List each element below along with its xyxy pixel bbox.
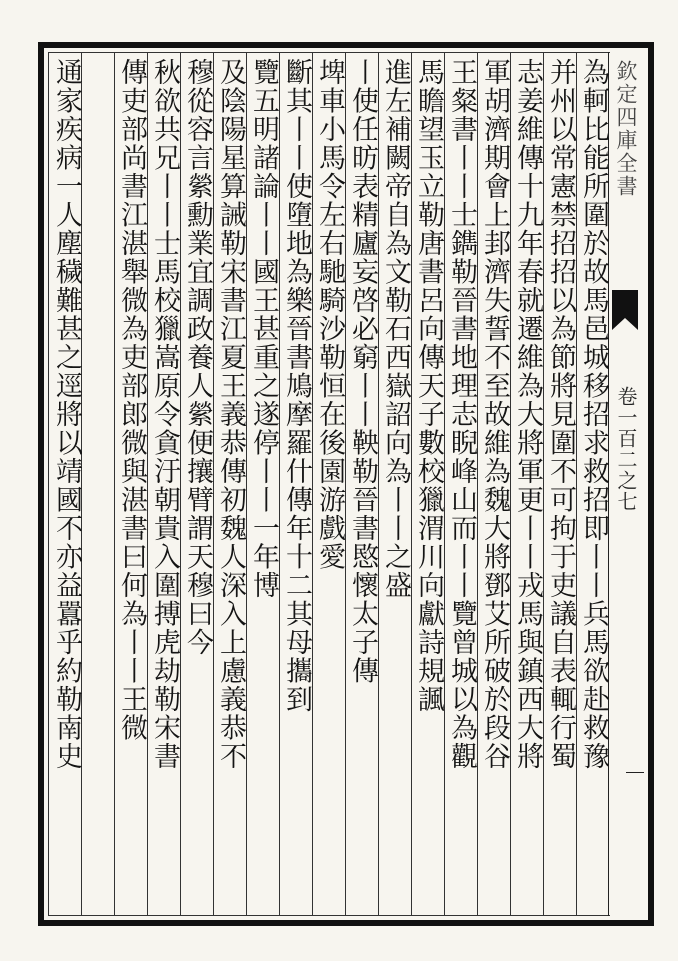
juan-number: 卷一百二之七 bbox=[614, 386, 638, 512]
text-column-8: 丨使任昉表精廬妄啓必窮丨丨鞅勒晉書愍懷太子傳 bbox=[347, 58, 378, 685]
text-column-12: 及陰陽星算誡勒宋書江夏王義恭傳初魏人深入上慮義恭不 bbox=[215, 58, 246, 771]
text-column-6: 馬瞻望玉立勒唐書呂向傳天子數校獵渭川向獻詩規諷 bbox=[413, 58, 444, 714]
text-column-2: 并州以常憲禁招招以為節將見圍不可拘于吏議自表輒行蜀 bbox=[545, 58, 576, 771]
text-column-7: 進左補闕帝自為文勒石西嶽詔向為丨丨之盛 bbox=[380, 58, 411, 600]
margin-tick bbox=[626, 772, 644, 773]
text-column-11: 覽五明諸論丨丨國王甚重之遂停丨丨一年博 bbox=[248, 58, 279, 600]
text-column-4: 軍胡濟期會上邽濟失誓不至故維為魏大將鄧艾所破於段谷 bbox=[479, 58, 510, 771]
text-column-16: 通家疾病一人塵穢難甚之逕將以靖國不亦益囂乎約勒南史 bbox=[51, 58, 82, 771]
text-column-1: 為軻比能所圍於故馬邑城移招求救招即丨丨兵馬欲赴救豫 bbox=[578, 58, 609, 771]
book-title: 欽定四庫全書 bbox=[614, 60, 638, 198]
text-column-5: 王粲書丨丨士鐫勒晉書地理志睨峰山而丨丨覽曾城以為觀 bbox=[446, 58, 477, 771]
text-column-3: 志姜維傳十九年春就遷維為大將軍更丨丨戎馬與鎮西大將 bbox=[512, 58, 543, 771]
text-column-14: 秋欲共兄丨丨士馬校獵嵩原令貪汙朝貴入圍搏虎劫勒宋書 bbox=[149, 58, 180, 771]
text-column-9: 埤車小馬令左右馳騎沙勒恒在後園游戲愛 bbox=[314, 58, 345, 571]
text-column-10: 斷其丨丨使墮地為樂晉書鳩摩羅什傳年十二其母攜到 bbox=[281, 58, 312, 714]
text-column-15: 傳吏部尚書江湛舉微為吏部郎微與湛書曰何為丨丨王微 bbox=[116, 58, 147, 742]
text-column-13: 穆從容言縈勳業宜調政養人縈便攘臂謂天穆曰今 bbox=[182, 58, 213, 657]
